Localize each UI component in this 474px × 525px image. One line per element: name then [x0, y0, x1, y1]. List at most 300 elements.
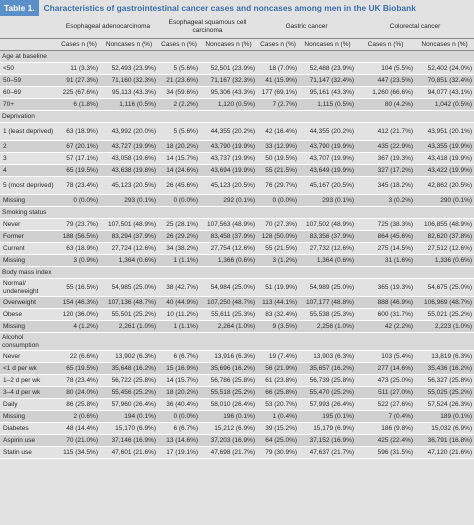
section-empty-cell	[200, 267, 257, 279]
cases-cell: 18 (7.0%)	[257, 63, 299, 75]
group-header-gastric-cancer: Gastric cancer	[257, 16, 356, 39]
noncases-cell: 43,638 (19.8%)	[100, 165, 158, 177]
row-label: Former	[0, 231, 58, 243]
cases-cell: 11 (3.3%)	[58, 63, 100, 75]
row-label: Aspirin use	[0, 435, 58, 447]
cases-cell: 25 (28.1%)	[158, 219, 200, 231]
cases-cell: 6 (6.7%)	[158, 423, 200, 435]
noncases-cell: 43,694 (19.9%)	[200, 165, 257, 177]
noncases-cell: 55,470 (25.2%)	[299, 387, 356, 399]
subheader-cases: Cases n (%)	[257, 39, 299, 51]
section-empty-cell	[415, 267, 474, 279]
noncases-cell: 194 (0.1%)	[100, 411, 158, 423]
noncases-cell: 43,727 (19.9%)	[100, 141, 158, 153]
cases-cell: 22 (6.6%)	[58, 351, 100, 363]
noncases-cell: 1,364 (0.6%)	[299, 255, 356, 267]
cases-cell: 42 (2.2%)	[356, 321, 415, 333]
cases-cell: 1 (1.1%)	[158, 255, 200, 267]
noncases-cell: 55,025 (25.2%)	[415, 387, 474, 399]
noncases-cell: 52,493 (23.9%)	[100, 63, 158, 75]
section-empty-cell	[200, 111, 257, 123]
cases-cell: 38 (42.7%)	[158, 279, 200, 297]
noncases-cell: 13,902 (6.3%)	[100, 351, 158, 363]
cases-cell: 64 (25.0%)	[257, 435, 299, 447]
noncases-cell: 290 (0.1%)	[415, 195, 474, 207]
noncases-cell: 2,223 (1.0%)	[415, 321, 474, 333]
row-label: Overweight	[0, 297, 58, 309]
subheader-noncases: Noncases n (%)	[100, 39, 158, 51]
noncases-cell: 27,754 (12.6%)	[200, 243, 257, 255]
noncases-cell: 95,113 (43.3%)	[100, 87, 158, 99]
section-row	[0, 207, 474, 219]
noncases-cell: 43,992 (20.0%)	[100, 123, 158, 141]
noncases-cell: 1,116 (0.5%)	[100, 99, 158, 111]
cases-cell: 50 (19.5%)	[257, 153, 299, 165]
noncases-cell: 293 (0.1%)	[299, 195, 356, 207]
section-empty-cell	[58, 51, 100, 63]
cases-cell: 33 (12.9%)	[257, 141, 299, 153]
noncases-cell: 43,058 (19.6%)	[100, 153, 158, 165]
cases-cell: 79 (23.7%)	[58, 219, 100, 231]
cases-cell: 26 (45.6%)	[158, 177, 200, 195]
cases-cell: 57 (17.1%)	[58, 153, 100, 165]
section-empty-cell	[415, 111, 474, 123]
row-label: 50–59	[0, 75, 58, 87]
cases-cell: 78 (23.4%)	[58, 375, 100, 387]
table-row	[0, 279, 474, 297]
cases-cell: 19 (7.4%)	[257, 351, 299, 363]
row-label: Daily	[0, 399, 58, 411]
cases-cell: 70 (21.0%)	[58, 435, 100, 447]
noncases-cell: 94,077 (43.1%)	[415, 87, 474, 99]
noncases-cell: 1,120 (0.5%)	[200, 99, 257, 111]
cases-cell: 55 (16.5%)	[58, 279, 100, 297]
group-header-row	[0, 16, 474, 39]
section-empty-cell	[158, 51, 200, 63]
noncases-cell: 2,256 (1.0%)	[299, 321, 356, 333]
subheader-noncases: Noncases n (%)	[200, 39, 257, 51]
cases-cell: 55 (21.5%)	[257, 165, 299, 177]
row-label: 70+	[0, 99, 58, 111]
cases-cell: 80 (4.2%)	[356, 99, 415, 111]
noncases-cell: 13,916 (6.3%)	[200, 351, 257, 363]
cases-cell: 864 (45.6%)	[356, 231, 415, 243]
noncases-cell: 35,657 (16.2%)	[299, 363, 356, 375]
noncases-cell: 43,707 (19.9%)	[299, 153, 356, 165]
cases-cell: 1,260 (66.6%)	[356, 87, 415, 99]
noncases-cell: 52,488 (23.9%)	[299, 63, 356, 75]
noncases-cell: 52,501 (23.9%)	[200, 63, 257, 75]
table-row	[0, 363, 474, 375]
row-label: Normal/ underweight	[0, 279, 58, 297]
section-empty-cell	[356, 333, 415, 351]
cases-cell: 435 (22.9%)	[356, 141, 415, 153]
cases-cell: 3 (0.2%)	[356, 195, 415, 207]
noncases-cell: 15,179 (6.9%)	[299, 423, 356, 435]
noncases-cell: 293 (0.1%)	[100, 195, 158, 207]
noncases-cell: 15,170 (6.9%)	[100, 423, 158, 435]
noncases-cell: 35,648 (16.2%)	[100, 363, 158, 375]
section-row	[0, 111, 474, 123]
noncases-cell: 52,402 (24.0%)	[415, 63, 474, 75]
table-row	[0, 219, 474, 231]
noncases-cell: 1,364 (0.6%)	[100, 255, 158, 267]
cases-cell: 18 (20.2%)	[158, 387, 200, 399]
noncases-cell: 47,698 (21.7%)	[200, 447, 257, 459]
table-row	[0, 297, 474, 309]
cases-cell: 425 (22.4%)	[356, 435, 415, 447]
cases-cell: 10 (11.2%)	[158, 309, 200, 321]
noncases-cell: 35,696 (16.2%)	[200, 363, 257, 375]
noncases-cell: 47,637 (21.7%)	[299, 447, 356, 459]
section-label: Deprivation	[0, 111, 58, 123]
table-row	[0, 399, 474, 411]
noncases-cell: 54,675 (25.0%)	[415, 279, 474, 297]
cases-cell: 5 (5.6%)	[158, 123, 200, 141]
noncases-cell: 43,951 (20.1%)	[415, 123, 474, 141]
section-empty-cell	[158, 111, 200, 123]
noncases-cell: 1,336 (0.6%)	[415, 255, 474, 267]
cases-cell: 65 (19.5%)	[58, 363, 100, 375]
section-empty-cell	[415, 51, 474, 63]
noncases-cell: 37,152 (16.9%)	[299, 435, 356, 447]
row-label: 1–2 d per wk	[0, 375, 58, 387]
cases-cell: 4 (1.2%)	[58, 321, 100, 333]
cases-cell: 0 (0.0%)	[158, 195, 200, 207]
cases-cell: 1 (1.1%)	[158, 321, 200, 333]
noncases-cell: 107,563 (48.9%)	[200, 219, 257, 231]
noncases-cell: 13,819 (6.3%)	[415, 351, 474, 363]
section-row	[0, 333, 474, 351]
row-label: Diabetes	[0, 423, 58, 435]
row-label: 60–69	[0, 87, 58, 99]
noncases-cell: 15,212 (6.9%)	[200, 423, 257, 435]
cases-cell: 15 (16.9%)	[158, 363, 200, 375]
cases-cell: 277 (14.6%)	[356, 363, 415, 375]
table-row	[0, 351, 474, 363]
cases-cell: 48 (14.4%)	[58, 423, 100, 435]
table-row	[0, 321, 474, 333]
cases-cell: 275 (14.5%)	[356, 243, 415, 255]
noncases-cell: 107,136 (48.7%)	[100, 297, 158, 309]
cases-cell: 56 (21.9%)	[257, 363, 299, 375]
table-row	[0, 153, 474, 165]
cases-cell: 6 (6.7%)	[158, 351, 200, 363]
cases-cell: 61 (23.8%)	[257, 375, 299, 387]
cases-cell: 67 (20.1%)	[58, 141, 100, 153]
table-row	[0, 87, 474, 99]
cases-cell: 128 (50.0%)	[257, 231, 299, 243]
cases-cell: 83 (32.4%)	[257, 309, 299, 321]
section-empty-cell	[299, 51, 356, 63]
section-empty-cell	[415, 333, 474, 351]
cases-cell: 31 (1.6%)	[356, 255, 415, 267]
noncases-cell: 45,123 (20.5%)	[100, 177, 158, 195]
section-empty-cell	[257, 111, 299, 123]
cases-cell: 40 (44.9%)	[158, 297, 200, 309]
row-label: 1 (least deprived)	[0, 123, 58, 141]
section-label: Body mass index	[0, 267, 58, 279]
noncases-cell: 95,161 (43.3%)	[299, 87, 356, 99]
cases-cell: 0 (0.0%)	[58, 195, 100, 207]
section-empty-cell	[200, 333, 257, 351]
section-row	[0, 51, 474, 63]
cases-cell: 113 (44.1%)	[257, 297, 299, 309]
cases-cell: 522 (27.6%)	[356, 399, 415, 411]
section-empty-cell	[158, 267, 200, 279]
group-header-colorectal-cancer: Colorectal cancer	[356, 16, 474, 39]
noncases-cell: 44,355 (20.2%)	[200, 123, 257, 141]
noncases-cell: 37,203 (16.9%)	[200, 435, 257, 447]
cases-cell: 14 (15.7%)	[158, 375, 200, 387]
cases-cell: 0 (0.0%)	[158, 411, 200, 423]
noncases-cell: 107,502 (48.9%)	[299, 219, 356, 231]
noncases-cell: 55,021 (25.2%)	[415, 309, 474, 321]
noncases-cell: 27,732 (12.6%)	[299, 243, 356, 255]
row-label: Current	[0, 243, 58, 255]
row-label: Never	[0, 219, 58, 231]
table-row	[0, 177, 474, 195]
noncases-cell: 15,032 (6.9%)	[415, 423, 474, 435]
table-row	[0, 99, 474, 111]
cases-cell: 63 (18.9%)	[58, 243, 100, 255]
cases-cell: 7 (0.4%)	[356, 411, 415, 423]
section-empty-cell	[100, 333, 158, 351]
noncases-cell: 107,177 (48.8%)	[299, 297, 356, 309]
section-label: Smoking status	[0, 207, 58, 219]
noncases-cell: 107,501 (48.9%)	[100, 219, 158, 231]
noncases-cell: 71,167 (32.3%)	[200, 75, 257, 87]
noncases-cell: 107,250 (48.7%)	[200, 297, 257, 309]
noncases-cell: 106,969 (48.7%)	[415, 297, 474, 309]
table-row	[0, 141, 474, 153]
noncases-cell: 195 (0.1%)	[299, 411, 356, 423]
section-empty-cell	[100, 207, 158, 219]
cases-cell: 725 (38.3%)	[356, 219, 415, 231]
section-empty-cell	[100, 51, 158, 63]
section-empty-cell	[257, 51, 299, 63]
row-label: 4	[0, 165, 58, 177]
noncases-cell: 196 (0.1%)	[200, 411, 257, 423]
cases-cell: 104 (5.5%)	[356, 63, 415, 75]
cases-cell: 188 (56.5%)	[58, 231, 100, 243]
cases-cell: 327 (17.2%)	[356, 165, 415, 177]
noncases-cell: 47,120 (21.6%)	[415, 447, 474, 459]
noncases-cell: 45,123 (20.5%)	[200, 177, 257, 195]
noncases-cell: 54,985 (25.0%)	[100, 279, 158, 297]
row-label: 2	[0, 141, 58, 153]
section-empty-cell	[299, 333, 356, 351]
cases-cell: 7 (2.7%)	[257, 99, 299, 111]
cases-cell: 70 (27.3%)	[257, 219, 299, 231]
cases-cell: 80 (24.0%)	[58, 387, 100, 399]
section-empty-cell	[100, 111, 158, 123]
table-title: Characteristics of gastrointestinal cancer cases and noncases among men in the UK Biobank	[43, 3, 416, 13]
cases-cell: 1 (0.4%)	[257, 411, 299, 423]
noncases-cell: 55,611 (25.3%)	[200, 309, 257, 321]
noncases-cell: 43,649 (19.9%)	[299, 165, 356, 177]
noncases-cell: 2,264 (1.0%)	[200, 321, 257, 333]
cases-cell: 26 (29.2%)	[158, 231, 200, 243]
noncases-cell: 27,512 (12.6%)	[415, 243, 474, 255]
noncases-cell: 2,261 (1.0%)	[100, 321, 158, 333]
cases-cell: 14 (24.6%)	[158, 165, 200, 177]
cases-cell: 6 (1.8%)	[58, 99, 100, 111]
row-label: Missing	[0, 411, 58, 423]
cases-cell: 365 (19.3%)	[356, 279, 415, 297]
section-empty-cell	[100, 267, 158, 279]
section-empty-cell	[356, 207, 415, 219]
cases-cell: 14 (15.7%)	[158, 153, 200, 165]
noncases-cell: 1,366 (0.6%)	[200, 255, 257, 267]
section-empty-cell	[415, 207, 474, 219]
noncases-cell: 55,501 (25.2%)	[100, 309, 158, 321]
noncases-cell: 58,010 (26.4%)	[200, 399, 257, 411]
cases-cell: 18 (20.2%)	[158, 141, 200, 153]
cases-cell: 34 (38.2%)	[158, 243, 200, 255]
cases-cell: 21 (23.6%)	[158, 75, 200, 87]
cases-cell: 473 (25.0%)	[356, 375, 415, 387]
section-empty-cell	[257, 267, 299, 279]
table-row	[0, 123, 474, 141]
noncases-cell: 42,862 (20.5%)	[415, 177, 474, 195]
cases-cell: 225 (67.6%)	[58, 87, 100, 99]
noncases-cell: 13,903 (6.3%)	[299, 351, 356, 363]
subheader-cases: Cases n (%)	[58, 39, 100, 51]
section-empty-cell	[356, 51, 415, 63]
cases-cell: 41 (15.9%)	[257, 75, 299, 87]
cases-cell: 53 (20.7%)	[257, 399, 299, 411]
cases-cell: 34 (59.6%)	[158, 87, 200, 99]
cases-cell: 78 (23.4%)	[58, 177, 100, 195]
noncases-cell: 43,355 (19.9%)	[415, 141, 474, 153]
row-label: Statin use	[0, 447, 58, 459]
cases-cell: 511 (27.0%)	[356, 387, 415, 399]
section-empty-cell	[299, 111, 356, 123]
section-empty-cell	[58, 333, 100, 351]
cases-cell: 39 (15.2%)	[257, 423, 299, 435]
cases-cell: 9 (3.5%)	[257, 321, 299, 333]
cases-cell: 447 (23.5%)	[356, 75, 415, 87]
noncases-cell: 57,993 (26.4%)	[299, 399, 356, 411]
cases-cell: 5 (5.6%)	[158, 63, 200, 75]
section-empty-cell	[299, 207, 356, 219]
cases-cell: 103 (5.4%)	[356, 351, 415, 363]
row-label: 3	[0, 153, 58, 165]
cases-cell: 13 (14.6%)	[158, 435, 200, 447]
row-label: Never	[0, 351, 58, 363]
section-empty-cell	[200, 51, 257, 63]
noncases-cell: 43,418 (19.9%)	[415, 153, 474, 165]
table-row	[0, 435, 474, 447]
section-empty-cell	[299, 267, 356, 279]
data-table	[0, 16, 474, 459]
noncases-cell: 45,167 (20.5%)	[299, 177, 356, 195]
noncases-cell: 55,538 (25.3%)	[299, 309, 356, 321]
noncases-cell: 54,984 (25.0%)	[200, 279, 257, 297]
cases-cell: 888 (46.9%)	[356, 297, 415, 309]
table-row	[0, 195, 474, 207]
noncases-cell: 43,422 (19.9%)	[415, 165, 474, 177]
section-row	[0, 267, 474, 279]
noncases-cell: 43,790 (19.9%)	[200, 141, 257, 153]
table-row	[0, 411, 474, 423]
section-empty-cell	[200, 207, 257, 219]
row-label: Missing	[0, 255, 58, 267]
table-row	[0, 255, 474, 267]
cases-cell: 63 (18.9%)	[58, 123, 100, 141]
noncases-cell: 71,160 (32.3%)	[100, 75, 158, 87]
cases-cell: 177 (69.1%)	[257, 87, 299, 99]
subheader-noncases: Noncases n (%)	[299, 39, 356, 51]
row-label: Obese	[0, 309, 58, 321]
noncases-cell: 57,960 (26.4%)	[100, 399, 158, 411]
section-empty-cell	[356, 111, 415, 123]
noncases-cell: 292 (0.1%)	[200, 195, 257, 207]
table-row	[0, 447, 474, 459]
noncases-cell: 56,786 (25.8%)	[200, 375, 257, 387]
cases-cell: 3 (1.2%)	[257, 255, 299, 267]
section-empty-cell	[356, 267, 415, 279]
empty-corner-cell	[0, 39, 58, 51]
table-row	[0, 75, 474, 87]
table-row	[0, 387, 474, 399]
table-row	[0, 309, 474, 321]
table-row	[0, 231, 474, 243]
cases-cell: 412 (21.7%)	[356, 123, 415, 141]
cases-cell: 55 (21.5%)	[257, 243, 299, 255]
subheader-cases: Cases n (%)	[356, 39, 415, 51]
noncases-cell: 83,294 (37.9%)	[100, 231, 158, 243]
subheader-row	[0, 39, 474, 51]
noncases-cell: 44,355 (20.2%)	[299, 123, 356, 141]
noncases-cell: 189 (0.1%)	[415, 411, 474, 423]
noncases-cell: 35,436 (16.2%)	[415, 363, 474, 375]
table-row	[0, 63, 474, 75]
noncases-cell: 36,791 (16.8%)	[415, 435, 474, 447]
subheader-cases: Cases n (%)	[158, 39, 200, 51]
section-empty-cell	[58, 111, 100, 123]
row-label: Missing	[0, 195, 58, 207]
cases-cell: 42 (16.4%)	[257, 123, 299, 141]
cases-cell: 2 (2.2%)	[158, 99, 200, 111]
cases-cell: 51 (19.9%)	[257, 279, 299, 297]
table-body	[0, 51, 474, 459]
cases-cell: 154 (46.3%)	[58, 297, 100, 309]
noncases-cell: 70,851 (32.4%)	[415, 75, 474, 87]
cases-cell: 66 (25.8%)	[257, 387, 299, 399]
section-empty-cell	[58, 267, 100, 279]
noncases-cell: 43,737 (19.9%)	[200, 153, 257, 165]
noncases-cell: 57,524 (26.3%)	[415, 399, 474, 411]
noncases-cell: 54,989 (25.0%)	[299, 279, 356, 297]
row-label: 3–4 d per wk	[0, 387, 58, 399]
section-label: Age at baseline	[0, 51, 58, 63]
cases-cell: 367 (19.3%)	[356, 153, 415, 165]
noncases-cell: 82,620 (37.8%)	[415, 231, 474, 243]
noncases-cell: 27,724 (12.6%)	[100, 243, 158, 255]
group-header-esophageal-squamous: Esophageal squamous cell carcinoma	[158, 16, 257, 39]
section-empty-cell	[257, 333, 299, 351]
noncases-cell: 56,327 (25.8%)	[415, 375, 474, 387]
noncases-cell: 37,146 (16.9%)	[100, 435, 158, 447]
noncases-cell: 71,147 (32.4%)	[299, 75, 356, 87]
row-label: 5 (most deprived)	[0, 177, 58, 195]
noncases-cell: 55,456 (25.2%)	[100, 387, 158, 399]
cases-cell: 79 (30.9%)	[257, 447, 299, 459]
noncases-cell: 43,790 (19.9%)	[299, 141, 356, 153]
noncases-cell: 56,722 (25.8%)	[100, 375, 158, 387]
